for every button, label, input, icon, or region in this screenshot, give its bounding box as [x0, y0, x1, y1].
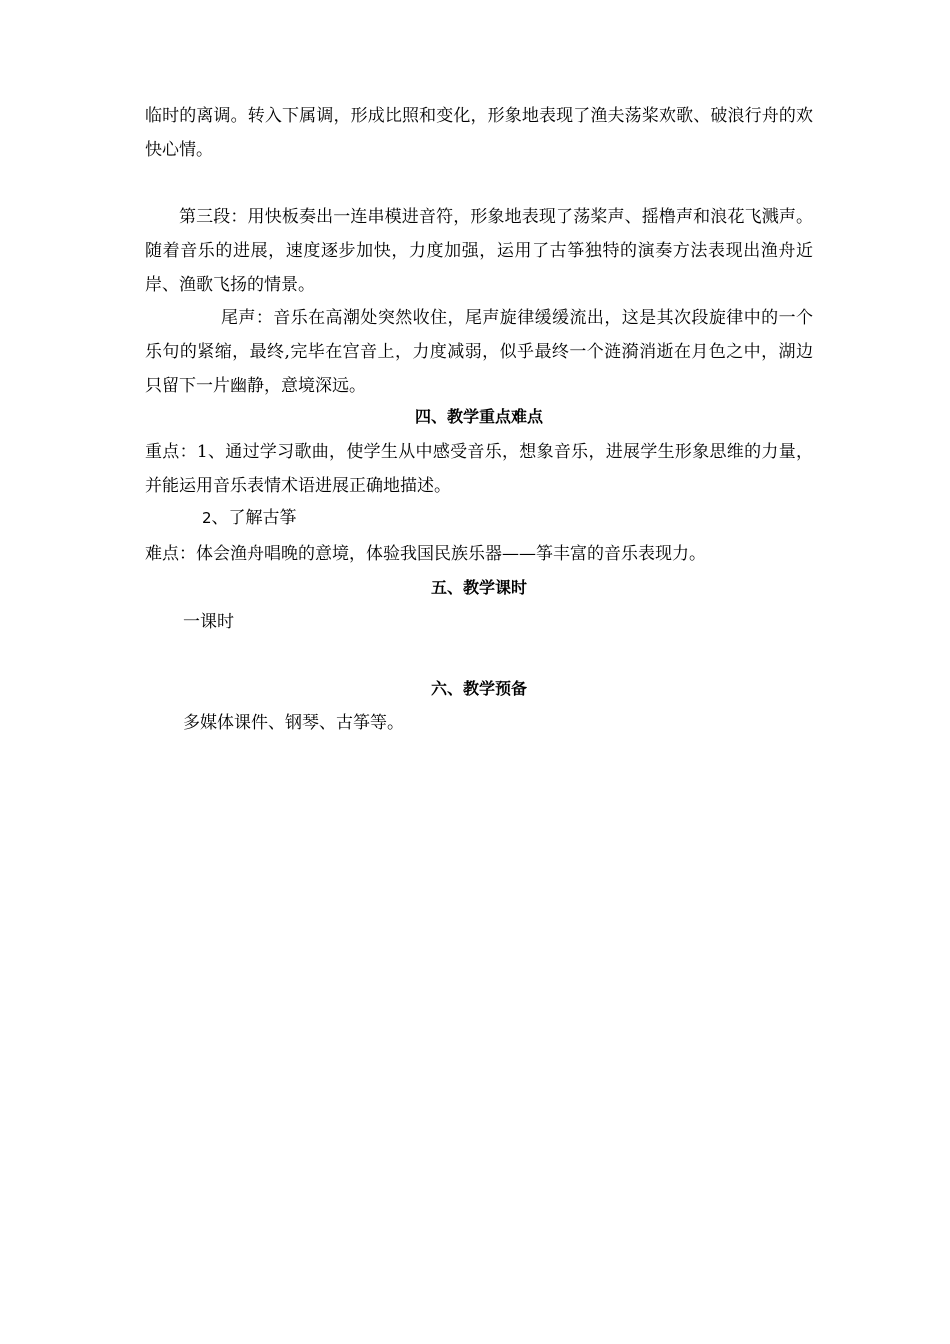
paragraph-continuation: 临时的离调。转入下属调，形成比照和变化，形象地表现了渔夫荡桨欢歌、破浪行舟的欢快心情。	[145, 106, 813, 160]
key-point-2-text: 、了解古筝	[211, 508, 297, 528]
key-point-2-number: 2	[202, 509, 212, 527]
paragraph-coda: 尾声：音乐在高潮处突然收住，尾声旋律缓缓流出，这是其次段旋律中的一个乐句的紧缩，最终,完毕在宫音上，力度减弱，似乎最终一个涟漪消逝在月色之中，湖边只留下一片幽静，意境深远。	[145, 308, 813, 396]
preparation-content: 多媒体课件、钢琴、古筝等。	[183, 713, 404, 733]
key-point-2	[202, 501, 297, 535]
heading-key-points: 四、教学重点难点	[414, 407, 543, 426]
paragraph-section-three: 第三段：用快板奏出一连串模进音符，形象地表现了荡桨声、摇橹声和浪花飞溅声。随着音乐的进展，速度逐步加快，力度加强，运用了古筝独特的演奏方法表现出渔舟近岸、渔歌飞扬的情景。	[145, 207, 813, 295]
heading-class-hours: 五、教学课时	[430, 578, 527, 597]
key-point-1: 重点：1、通过学习歌曲，使学生从中感受音乐，想象音乐，进展学生形象思维的力量，并能运用音乐表情术语进展正确地描述。	[145, 442, 813, 496]
class-hours-content: 一课时	[183, 612, 234, 632]
difficulty-point: 难点：体会渔舟唱晚的意境，体验我国民族乐器——筝丰富的音乐表现力。	[145, 544, 706, 564]
heading-preparation: 六、教学预备	[430, 679, 527, 698]
